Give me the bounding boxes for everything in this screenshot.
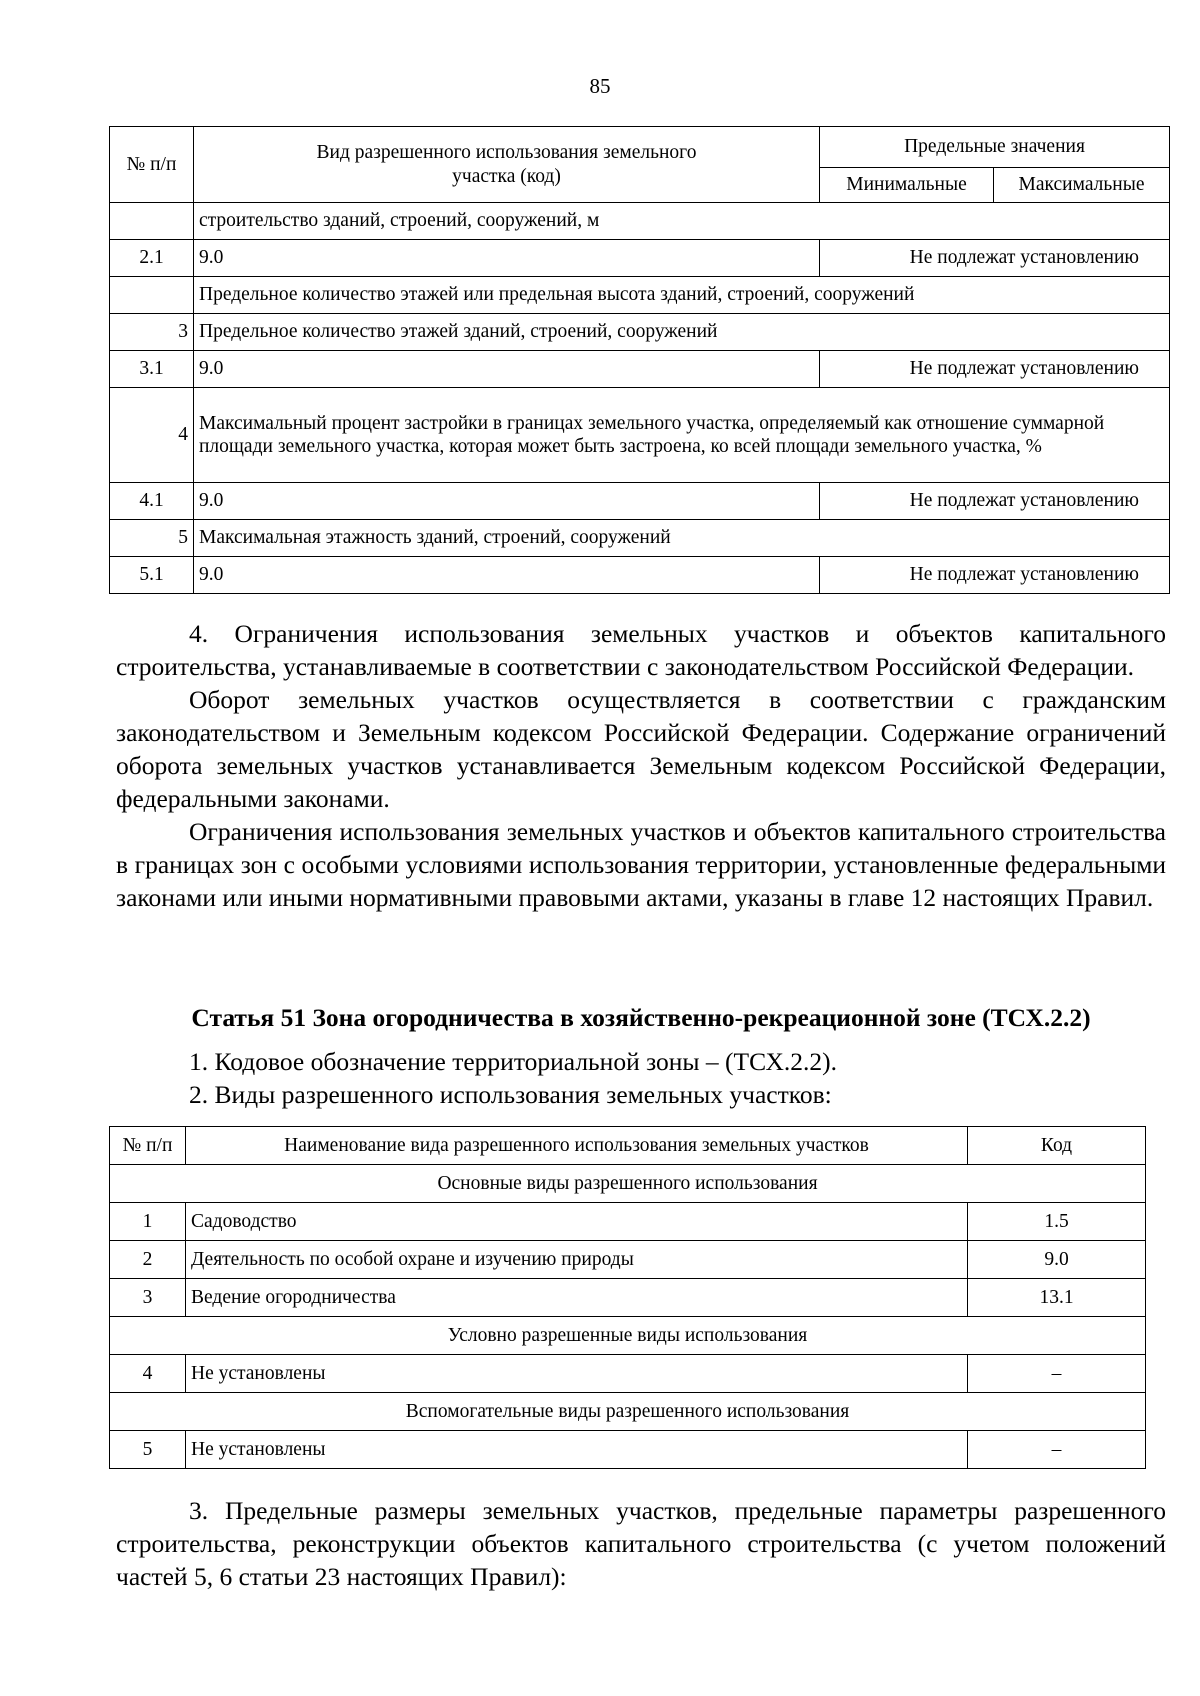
row-code: – [968, 1355, 1146, 1393]
row-name: Не установлены [186, 1355, 968, 1393]
row-name: Деятельность по особой охране и изучению природы [186, 1241, 968, 1279]
table-row [110, 240, 1170, 277]
paragraph: 4. Ограничения использования земельных участков и объектов капитального строительства, устанавливаемые в соответствии с законодательством Российской Федерации. [116, 619, 1166, 681]
row-text: 9.0 [194, 557, 820, 594]
table-row [110, 520, 1170, 557]
header-num: № п/п [110, 127, 194, 203]
table-row [110, 557, 1170, 594]
header-name: Наименование вида разрешенного использования земельных участков [186, 1127, 968, 1165]
section-title: Условно разрешенные виды использования [110, 1317, 1146, 1355]
row-num: 5 [110, 520, 194, 557]
table-row [110, 1431, 1146, 1469]
body-paragraphs [116, 617, 1166, 914]
header-num: № п/п [110, 1127, 186, 1165]
row-text: 9.0 [194, 240, 820, 277]
row-num: 3 [110, 314, 194, 351]
row-text: 9.0 [194, 351, 820, 388]
land-use-table [109, 1126, 1146, 1469]
header-max: Максимальные [994, 168, 1170, 203]
row-num: 4 [110, 1355, 186, 1393]
list-item: 2. Виды разрешенного использования земельных участков: [189, 1080, 832, 1109]
row-name: Не установлены [186, 1431, 968, 1469]
row-value: Не подлежат установлению [820, 483, 1170, 520]
row-text: Предельное количество этажей или предельная высота зданий, строений, сооружений [194, 277, 1170, 314]
paragraph: Ограничения использования земельных участков и объектов капитального строительства в границах зон с особыми условиями использования территории, установленные федеральными законами или иными нормативными правовыми актами, указаны в главе 12 настоящих Правил. [116, 817, 1166, 912]
table-row [110, 388, 1170, 483]
table-row [110, 1279, 1146, 1317]
row-text: Предельное количество этажей зданий, строений, сооружений [194, 314, 1170, 351]
row-text: Максимальный процент застройки в границах земельного участка, определяемый как отношение суммарной площади земельного участка, которая может быть застроена, ко всей площади земельного участка, % [194, 388, 1170, 483]
table-row [110, 1241, 1146, 1279]
table-row [110, 1355, 1146, 1393]
row-num [110, 203, 194, 240]
table-row [110, 351, 1170, 388]
header-code: Код [968, 1127, 1146, 1165]
row-code: – [968, 1431, 1146, 1469]
table-row [110, 277, 1170, 314]
row-num [110, 277, 194, 314]
section-title: Основные виды разрешенного использования [110, 1165, 1146, 1203]
row-code: 13.1 [968, 1279, 1146, 1317]
table-row [110, 314, 1170, 351]
row-text: строительство зданий, строений, сооружений, м [194, 203, 1170, 240]
row-value: Не подлежат установлению [820, 240, 1170, 277]
row-code: 9.0 [968, 1241, 1146, 1279]
header-min: Минимальные [820, 168, 994, 203]
header-type: Вид разрешенного использования земельного участка (код) [194, 127, 820, 203]
row-num: 1 [110, 1203, 186, 1241]
row-num: 3.1 [110, 351, 194, 388]
final-paragraph-block [116, 1494, 1166, 1593]
row-text: Максимальная этажность зданий, строений, сооружений [194, 520, 1170, 557]
row-num: 5.1 [110, 557, 194, 594]
table-row [110, 203, 1170, 240]
list-item: 1. Кодовое обозначение территориальной зоны – (ТСХ.2.2). [189, 1047, 837, 1076]
row-name: Садоводство [186, 1203, 968, 1241]
row-name: Ведение огородничества [186, 1279, 968, 1317]
row-value: Не подлежат установлению [820, 351, 1170, 388]
table-row [110, 483, 1170, 520]
numbered-list [189, 1045, 837, 1111]
header-limits: Предельные значения [820, 127, 1170, 168]
row-code: 1.5 [968, 1203, 1146, 1241]
row-num: 3 [110, 1279, 186, 1317]
article-heading: Статья 51 Зона огородничества в хозяйственно-рекреационной зоне (ТСХ.2.2) [191, 1003, 1091, 1032]
paragraph: 3. Предельные размеры земельных участков, предельные параметры разрешенного строительства, реконструкции объектов капитального строительства (с учетом положений частей 5, 6 статьи 23 настоящих Правил): [116, 1496, 1166, 1591]
page-number: 85 [589, 74, 611, 98]
row-num: 4 [110, 388, 194, 483]
table-row [110, 1203, 1146, 1241]
row-num: 4.1 [110, 483, 194, 520]
row-value: Не подлежат установлению [820, 557, 1170, 594]
row-text: 9.0 [194, 483, 820, 520]
row-num: 2 [110, 1241, 186, 1279]
row-num: 2.1 [110, 240, 194, 277]
row-num: 5 [110, 1431, 186, 1469]
paragraph: Оборот земельных участков осуществляется в соответствии с гражданским законодательством и Земельным кодексом Российской Федерации. Содержание ограничений оборота земельных участков устанавливается Земельным кодексом Российской Федерации, федеральными законами. [116, 685, 1166, 813]
limits-table [109, 126, 1170, 594]
section-title: Вспомогательные виды разрешенного использования [110, 1393, 1146, 1431]
